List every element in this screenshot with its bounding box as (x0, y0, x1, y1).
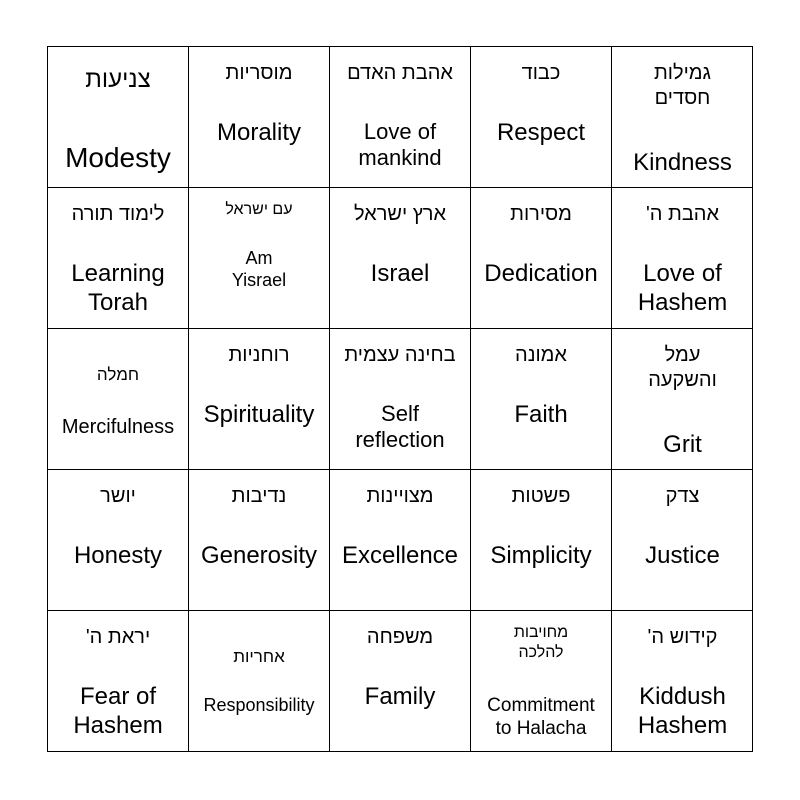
cell-hebrew-text: לימוד תורה (71, 203, 165, 225)
cell-hebrew-text: אהבת האדם (347, 62, 453, 84)
bingo-cell[interactable] (48, 47, 189, 188)
cell-hebrew-text: נדיבות (231, 485, 287, 507)
bingo-cell[interactable] (189, 188, 330, 329)
cell-english-text: Commitment to Halacha (487, 695, 595, 739)
cell-hebrew-text: כבוד (521, 62, 561, 84)
bingo-cell[interactable] (330, 47, 471, 188)
bingo-cell[interactable] (189, 470, 330, 611)
cell-english-text: Simplicity (490, 542, 592, 569)
cell-english-text: Spirituality (203, 401, 315, 428)
cell-hebrew-text: ארץ ישראל (353, 203, 447, 225)
bingo-cell[interactable] (330, 188, 471, 329)
bingo-cell[interactable] (612, 611, 753, 752)
bingo-cell[interactable] (189, 329, 330, 470)
cell-english-text: Israel (370, 260, 430, 287)
bingo-cell[interactable] (471, 188, 612, 329)
bingo-cell[interactable] (189, 47, 330, 188)
cell-english-text: Respect (496, 119, 586, 146)
cell-english-text: Generosity (200, 542, 318, 569)
cell-english-text: Self reflection (355, 401, 445, 453)
cell-english-text: Family (364, 683, 436, 710)
cell-hebrew-text: בחינה עצמית (344, 344, 456, 366)
bingo-cell[interactable] (612, 47, 753, 188)
cell-hebrew-text: קידוש ה' (647, 626, 718, 648)
cell-english-text: Mercifulness (61, 416, 175, 438)
cell-english-text: Am Yisrael (231, 248, 287, 290)
cell-hebrew-text: אהבת ה' (645, 203, 720, 225)
cell-hebrew-text: עמל והשקעה (648, 344, 717, 391)
bingo-cell[interactable] (48, 188, 189, 329)
cell-english-text: Honesty (73, 542, 163, 569)
cell-english-text: Modesty (65, 142, 171, 173)
cell-hebrew-text: עם ישראל (225, 201, 293, 218)
bingo-cell[interactable] (189, 611, 330, 752)
bingo-cell[interactable] (471, 329, 612, 470)
bingo-cell[interactable] (612, 188, 753, 329)
cell-english-text: Learning Torah (71, 260, 165, 316)
cell-hebrew-text: מסירות (510, 203, 572, 225)
bingo-board (47, 46, 753, 752)
bingo-cell[interactable] (471, 470, 612, 611)
cell-hebrew-text: יושר (100, 485, 136, 507)
bingo-cell[interactable] (471, 611, 612, 752)
cell-hebrew-text: משפחה (366, 626, 434, 648)
cell-english-text: Morality (216, 119, 301, 146)
cell-english-text: Faith (514, 401, 568, 428)
bingo-cell[interactable] (612, 329, 753, 470)
bingo-cell[interactable] (330, 329, 471, 470)
cell-hebrew-text: פשטות (511, 485, 571, 507)
bingo-cell[interactable] (330, 470, 471, 611)
cell-hebrew-text: מחויבות להלכה (513, 624, 569, 661)
bingo-cell[interactable] (48, 470, 189, 611)
cell-english-text: Responsibility (203, 695, 315, 715)
bingo-cell[interactable] (330, 611, 471, 752)
cell-english-text: Love of mankind (358, 119, 442, 171)
cell-english-text: Dedication (484, 260, 598, 287)
cell-hebrew-text: צניעות (85, 66, 151, 93)
cell-hebrew-text: צדק (665, 485, 700, 507)
cell-hebrew-text: רוחניות (228, 344, 290, 366)
cell-hebrew-text: חמלה (96, 365, 140, 384)
cell-english-text: Grit (663, 431, 702, 458)
bingo-cell[interactable] (612, 470, 753, 611)
cell-hebrew-text: אמונה (515, 344, 567, 366)
cell-hebrew-text: מצויינות (366, 485, 434, 507)
cell-hebrew-text: גמילות חסדים (653, 62, 711, 109)
cell-english-text: Fear of Hashem (73, 683, 163, 739)
cell-hebrew-text: יראת ה' (85, 626, 151, 648)
cell-hebrew-text: אחריות (233, 647, 285, 666)
cell-english-text: Love of Hashem (637, 260, 728, 316)
bingo-cell[interactable] (48, 611, 189, 752)
cell-english-text: Justice (645, 542, 720, 569)
cell-hebrew-text: מוסריות (225, 62, 293, 84)
cell-english-text: Kindness (633, 149, 732, 176)
bingo-cell[interactable] (48, 329, 189, 470)
cell-english-text: Kiddush Hashem (637, 683, 728, 739)
cell-english-text: Excellence (341, 542, 459, 569)
bingo-cell[interactable] (471, 47, 612, 188)
